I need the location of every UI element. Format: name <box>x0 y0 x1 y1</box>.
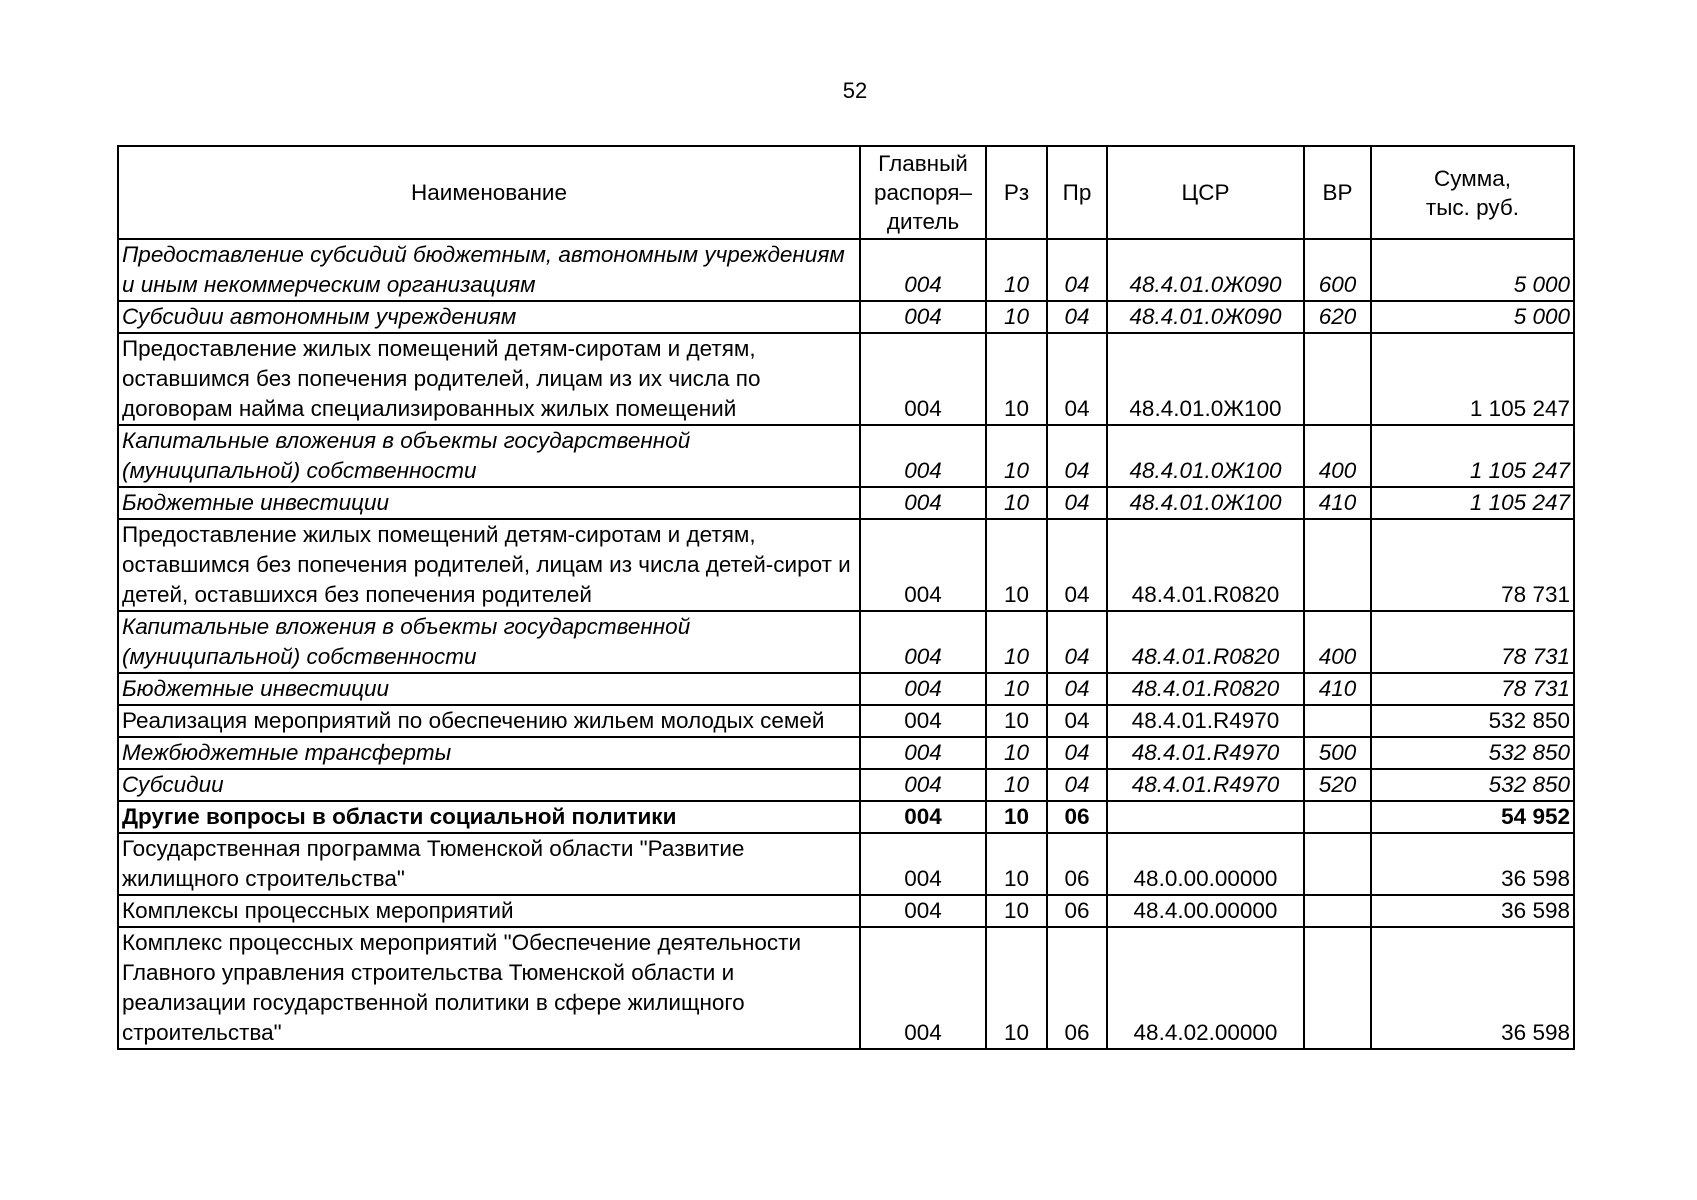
cell-sum: 5 000 <box>1371 301 1574 333</box>
cell-name: Субсидии <box>118 769 860 801</box>
table-row <box>118 769 1574 801</box>
cell-name: Другие вопросы в области социальной политики <box>118 801 860 833</box>
cell-pr: 04 <box>1047 673 1107 705</box>
cell-rz: 10 <box>986 333 1047 425</box>
header-sum <box>1371 146 1574 239</box>
cell-csr: 48.4.01.R0820 <box>1107 611 1304 673</box>
cell-vr: 620 <box>1304 301 1371 333</box>
cell-vr: 410 <box>1304 673 1371 705</box>
cell-csr: 48.4.02.00000 <box>1107 927 1304 1049</box>
cell-csr <box>1107 801 1304 833</box>
cell-sum: 78 731 <box>1371 519 1574 611</box>
cell-rz: 10 <box>986 801 1047 833</box>
cell-gr: 004 <box>860 673 986 705</box>
table-row <box>118 705 1574 737</box>
cell-pr: 04 <box>1047 769 1107 801</box>
header-pr: Пр <box>1047 146 1107 239</box>
cell-gr: 004 <box>860 801 986 833</box>
cell-gr: 004 <box>860 769 986 801</box>
cell-name: Комплексы процессных мероприятий <box>118 895 860 927</box>
cell-sum: 54 952 <box>1371 801 1574 833</box>
cell-vr <box>1304 705 1371 737</box>
cell-name: Государственная программа Тюменской области "Развитие жилищного строительства" <box>118 833 860 895</box>
cell-sum: 532 850 <box>1371 769 1574 801</box>
cell-gr: 004 <box>860 425 986 487</box>
cell-rz: 10 <box>986 927 1047 1049</box>
cell-pr: 06 <box>1047 895 1107 927</box>
cell-csr: 48.4.01.0Ж090 <box>1107 301 1304 333</box>
cell-csr: 48.4.01.0Ж100 <box>1107 425 1304 487</box>
cell-rz: 10 <box>986 425 1047 487</box>
header-name: Наименование <box>118 146 860 239</box>
cell-rz: 10 <box>986 705 1047 737</box>
cell-gr: 004 <box>860 301 986 333</box>
table-row <box>118 333 1574 425</box>
header-glavny-line-1: Главный <box>878 151 968 176</box>
cell-sum: 36 598 <box>1371 927 1574 1049</box>
cell-vr <box>1304 895 1371 927</box>
cell-rz: 10 <box>986 737 1047 769</box>
table-row <box>118 487 1574 519</box>
cell-sum: 1 105 247 <box>1371 487 1574 519</box>
cell-gr: 004 <box>860 705 986 737</box>
cell-csr: 48.4.01.R4970 <box>1107 737 1304 769</box>
cell-rz: 10 <box>986 833 1047 895</box>
cell-sum: 1 105 247 <box>1371 425 1574 487</box>
page-number: 52 <box>842 78 868 103</box>
table-row <box>118 833 1574 895</box>
cell-sum: 78 731 <box>1371 611 1574 673</box>
cell-name: Предоставление жилых помещений детям-сиротам и детям, оставшимся без попечения родителей, лицам из числа детей-сирот и детей, оставшихся без попечения родителей <box>118 519 860 611</box>
cell-rz: 10 <box>986 519 1047 611</box>
cell-pr: 04 <box>1047 301 1107 333</box>
table-row <box>118 801 1574 833</box>
cell-gr: 004 <box>860 519 986 611</box>
cell-vr <box>1304 333 1371 425</box>
cell-sum: 5 000 <box>1371 239 1574 301</box>
cell-pr: 04 <box>1047 519 1107 611</box>
cell-name: Бюджетные инвестиции <box>118 487 860 519</box>
cell-rz: 10 <box>986 895 1047 927</box>
cell-name: Межбюджетные трансферты <box>118 737 860 769</box>
cell-vr: 400 <box>1304 611 1371 673</box>
cell-name: Субсидии автономным учреждениям <box>118 301 860 333</box>
table-row <box>118 673 1574 705</box>
cell-csr: 48.4.01.R0820 <box>1107 673 1304 705</box>
cell-sum: 36 598 <box>1371 895 1574 927</box>
cell-csr: 48.4.01.0Ж090 <box>1107 239 1304 301</box>
table-row <box>118 611 1574 673</box>
cell-gr: 004 <box>860 487 986 519</box>
cell-name: Реализация мероприятий по обеспечению жильем молодых семей <box>118 705 860 737</box>
table-row <box>118 239 1574 301</box>
cell-csr: 48.0.00.00000 <box>1107 833 1304 895</box>
cell-name: Предоставление жилых помещений детям-сиротам и детям, оставшимся без попечения родителей, лицам из их числа по договорам найма специализированных жилых помещений <box>118 333 860 425</box>
cell-name: Предоставление субсидий бюджетным, автономным учреждениям и иным некоммерческим организациям <box>118 239 860 301</box>
cell-rz: 10 <box>986 769 1047 801</box>
cell-pr: 04 <box>1047 611 1107 673</box>
cell-pr: 04 <box>1047 705 1107 737</box>
table-row <box>118 895 1574 927</box>
budget-table <box>117 145 1575 1050</box>
cell-vr <box>1304 927 1371 1049</box>
header-glavny <box>860 146 986 239</box>
header-rz: Рз <box>986 146 1047 239</box>
cell-pr: 04 <box>1047 737 1107 769</box>
cell-gr: 004 <box>860 895 986 927</box>
cell-vr: 400 <box>1304 425 1371 487</box>
cell-vr: 500 <box>1304 737 1371 769</box>
cell-vr <box>1304 801 1371 833</box>
table-row <box>118 927 1574 1049</box>
cell-vr: 520 <box>1304 769 1371 801</box>
header-sum-line-2: тыс. руб. <box>1425 194 1520 220</box>
cell-csr: 48.4.01.R0820 <box>1107 519 1304 611</box>
header-csr: ЦСР <box>1107 146 1304 239</box>
cell-rz: 10 <box>986 239 1047 301</box>
cell-csr: 48.4.01.0Ж100 <box>1107 487 1304 519</box>
cell-rz: 10 <box>986 487 1047 519</box>
cell-pr: 04 <box>1047 239 1107 301</box>
cell-csr: 48.4.00.00000 <box>1107 895 1304 927</box>
cell-sum: 36 598 <box>1371 833 1574 895</box>
cell-pr: 04 <box>1047 333 1107 425</box>
table-row <box>118 737 1574 769</box>
cell-sum: 532 850 <box>1371 705 1574 737</box>
cell-gr: 004 <box>860 239 986 301</box>
cell-sum: 532 850 <box>1371 737 1574 769</box>
table-row <box>118 425 1574 487</box>
cell-gr: 004 <box>860 833 986 895</box>
cell-gr: 004 <box>860 333 986 425</box>
cell-pr: 06 <box>1047 801 1107 833</box>
cell-rz: 10 <box>986 673 1047 705</box>
header-vr: ВР <box>1304 146 1371 239</box>
header-glavny-line-2: распоря– <box>874 180 972 205</box>
header-sum-line-1: Сумма, <box>1434 165 1511 191</box>
cell-sum: 1 105 247 <box>1371 333 1574 425</box>
cell-rz: 10 <box>986 611 1047 673</box>
cell-vr <box>1304 833 1371 895</box>
cell-gr: 004 <box>860 737 986 769</box>
cell-pr: 06 <box>1047 833 1107 895</box>
cell-name: Капитальные вложения в объекты государственной (муниципальной) собственности <box>118 611 860 673</box>
table-row <box>118 301 1574 333</box>
cell-csr: 48.4.01.R4970 <box>1107 705 1304 737</box>
cell-pr: 04 <box>1047 425 1107 487</box>
cell-vr: 410 <box>1304 487 1371 519</box>
cell-rz: 10 <box>986 301 1047 333</box>
cell-csr: 48.4.01.R4970 <box>1107 769 1304 801</box>
cell-name: Капитальные вложения в объекты государственной (муниципальной) собственности <box>118 425 860 487</box>
header-glavny-line-3: дитель <box>886 209 960 234</box>
cell-name: Комплекс процессных мероприятий "Обеспечение деятельности Главного управления строительства Тюменской области и реализации государственной политики в сфере жилищного строительства" <box>118 927 860 1049</box>
cell-gr: 004 <box>860 611 986 673</box>
cell-pr: 06 <box>1047 927 1107 1049</box>
table-row <box>118 519 1574 611</box>
cell-csr: 48.4.01.0Ж100 <box>1107 333 1304 425</box>
table-header-row <box>118 146 1574 239</box>
cell-vr <box>1304 519 1371 611</box>
cell-name: Бюджетные инвестиции <box>118 673 860 705</box>
cell-sum: 78 731 <box>1371 673 1574 705</box>
cell-pr: 04 <box>1047 487 1107 519</box>
cell-gr: 004 <box>860 927 986 1049</box>
cell-vr: 600 <box>1304 239 1371 301</box>
